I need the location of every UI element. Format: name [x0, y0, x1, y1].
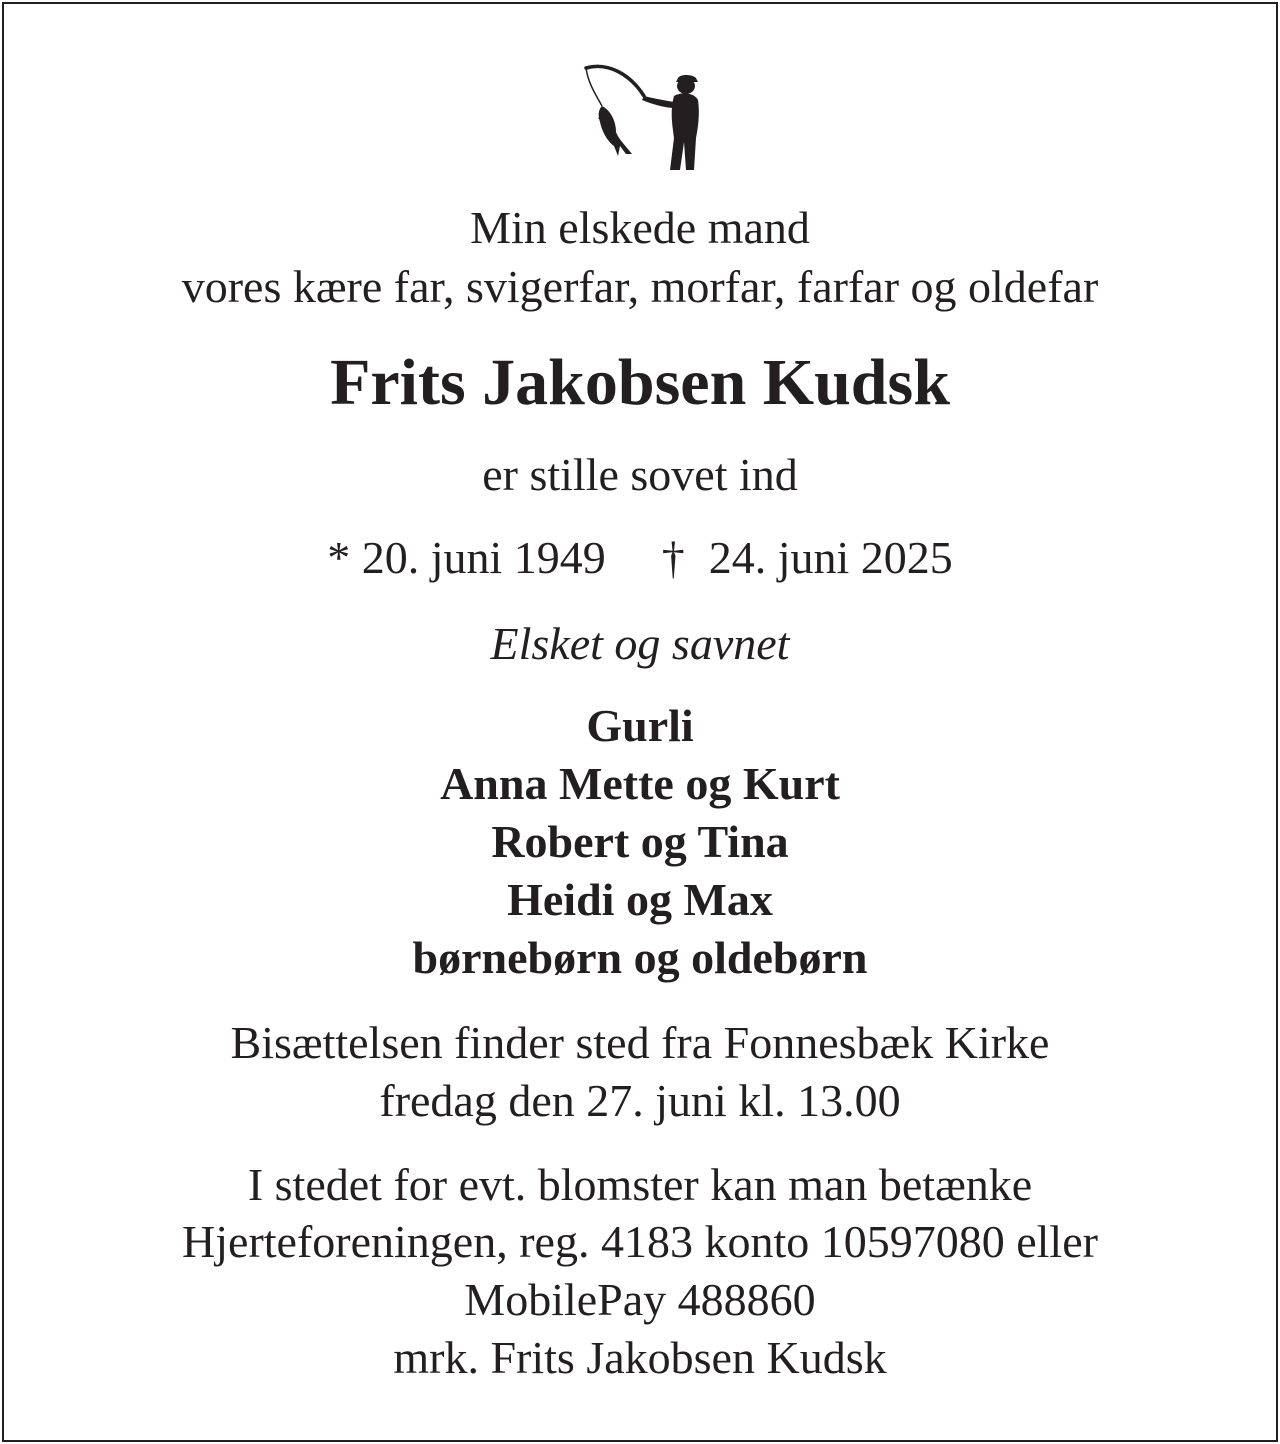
- motto: Elsket og savnet: [490, 618, 790, 669]
- ceremony-line-1: Bisættelsen finder sted fra Fonnesbæk Kirke: [230, 1017, 1050, 1068]
- donation-line-3: MobilePay 488860: [464, 1274, 816, 1325]
- donation-line-1: I stedet for evt. blomster kan man betænke: [247, 1159, 1033, 1210]
- mourner-line: Anna Mette og Kurt: [440, 758, 840, 809]
- death-date: 24. juni 2025: [708, 532, 953, 583]
- ceremony-line-2: fredag den 27. juni kl. 13.00: [379, 1075, 901, 1126]
- donation-line-2: Hjerteforeningen, reg. 4183 konto 10597080 eller: [182, 1216, 1098, 1267]
- deceased-name: Frits Jakobsen Kudsk: [330, 346, 950, 419]
- mourner-line: Robert og Tina: [491, 816, 789, 867]
- angler-fishing-silhouette-icon: [580, 58, 706, 174]
- birth-date: 20. juni 1949: [361, 532, 606, 583]
- intro-line-1: Min elskede mand: [470, 202, 810, 253]
- donation-line-4: mrk. Frits Jakobsen Kudsk: [393, 1332, 887, 1383]
- mourner-line: børnebørn og oldebørn: [412, 932, 868, 983]
- mourner-line: Gurli: [586, 700, 694, 751]
- mourner-line: Heidi og Max: [507, 874, 773, 925]
- death-symbol: †: [661, 532, 685, 583]
- passing-phrase: er stille sovet ind: [482, 449, 798, 500]
- intro-line-2: vores kære far, svigerfar, morfar, farfar og oldefar: [181, 261, 1099, 312]
- life-dates: [0, 532, 1280, 583]
- birth-symbol: *: [327, 532, 351, 583]
